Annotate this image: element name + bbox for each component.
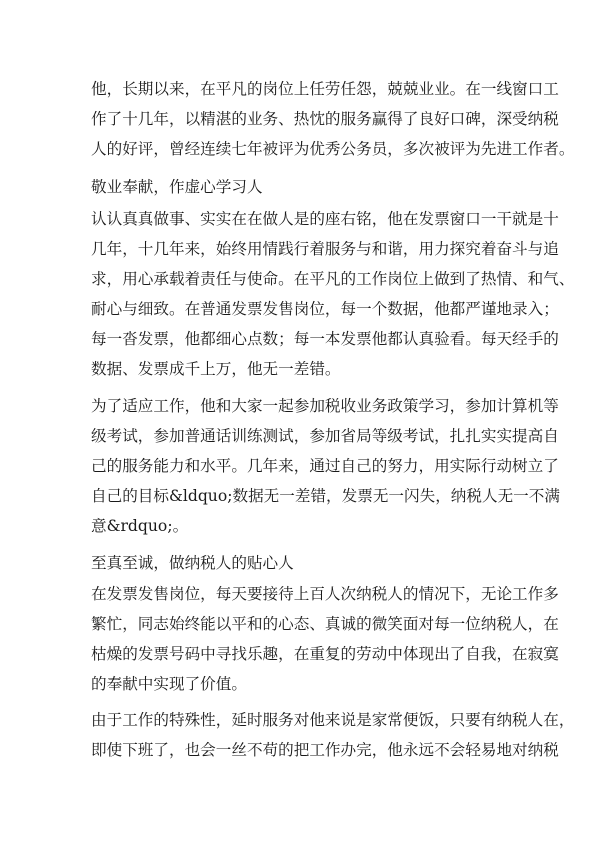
text-line: 级考试，参加普通话训练测试，参加省局等级考试，扎扎实实提高自 [91, 427, 559, 445]
text-line: 由于工作的特殊性，延时服务对他来说是家常便饭，只要有纳税人在， [91, 711, 575, 729]
text-line: 意&rdquo;。 [91, 517, 189, 535]
heading-text: 至真至诚，做纳税人的贴心人 [91, 554, 294, 572]
text-line: 繁忙，同志始终能以平和的心态、真诚的微笑面对每一位纳税人，在 [91, 615, 559, 633]
text-line: 作了十几年，以精湛的业务、热忱的服务赢得了良好口碑，深受纳税 [91, 110, 559, 128]
text-line: 为了适应工作，他和大家一起参加税收业务政策学习，参加计算机等 [91, 397, 559, 415]
text-line: 在发票发售岗位，每天要接待上百人次纳税人的情况下，无论工作多 [91, 585, 559, 603]
text-line: 每一沓发票，他都细心点数；每一本发票他都认真验看。每天经手的 [91, 330, 559, 348]
text-line: 数据、发票成千上万，他无一差错。 [91, 360, 341, 378]
paragraph-learning [91, 391, 560, 541]
text-line: 枯燥的发票号码中寻找乐趣，在重复的劳动中体现出了自我，在寂寞 [91, 645, 559, 663]
text-line: 他，长期以来，在平凡的岗位上任劳任怨，兢兢业业。在一线窗口工 [91, 80, 559, 98]
paragraph-service [91, 579, 559, 699]
text-line: 耐心与细致。在普通发票发售岗位，每一个数据，他都严谨地录入； [91, 300, 559, 318]
section-heading-sincerity [91, 548, 516, 578]
heading-text: 敬业奉献，作虚心学习人 [91, 178, 263, 196]
paragraph-overtime [91, 705, 575, 765]
text-line: 己的服务能力和水平。几年来，通过自己的努力，用实际行动树立了 [91, 457, 559, 475]
paragraph-work-ethic [91, 204, 575, 384]
text-line: 即使下班了，也会一丝不苟的把工作办完，他永远不会轻易地对纳税 [91, 741, 559, 759]
text-line: 求，用心承载着责任与使命。在平凡的工作岗位上做到了热情、和气、 [91, 270, 575, 288]
text-line: 的奉献中实现了价值。 [91, 675, 247, 693]
text-line: 几年，十几年来，始终用情践行着服务与和谐，用力探究着奋斗与追 [91, 240, 559, 258]
paragraph-intro [91, 74, 575, 164]
text-line: 认认真真做事、实实在在做人是的座右铭，他在发票窗口一干就是十 [91, 210, 559, 228]
text-line: 自己的目标&ldquo;数据无一差错，发票无一闪失，纳税人无一不满 [91, 487, 560, 505]
section-heading-dedication [91, 172, 516, 202]
text-line: 人的好评，曾经连续七年被评为优秀公务员，多次被评为先进工作者。 [91, 140, 575, 158]
